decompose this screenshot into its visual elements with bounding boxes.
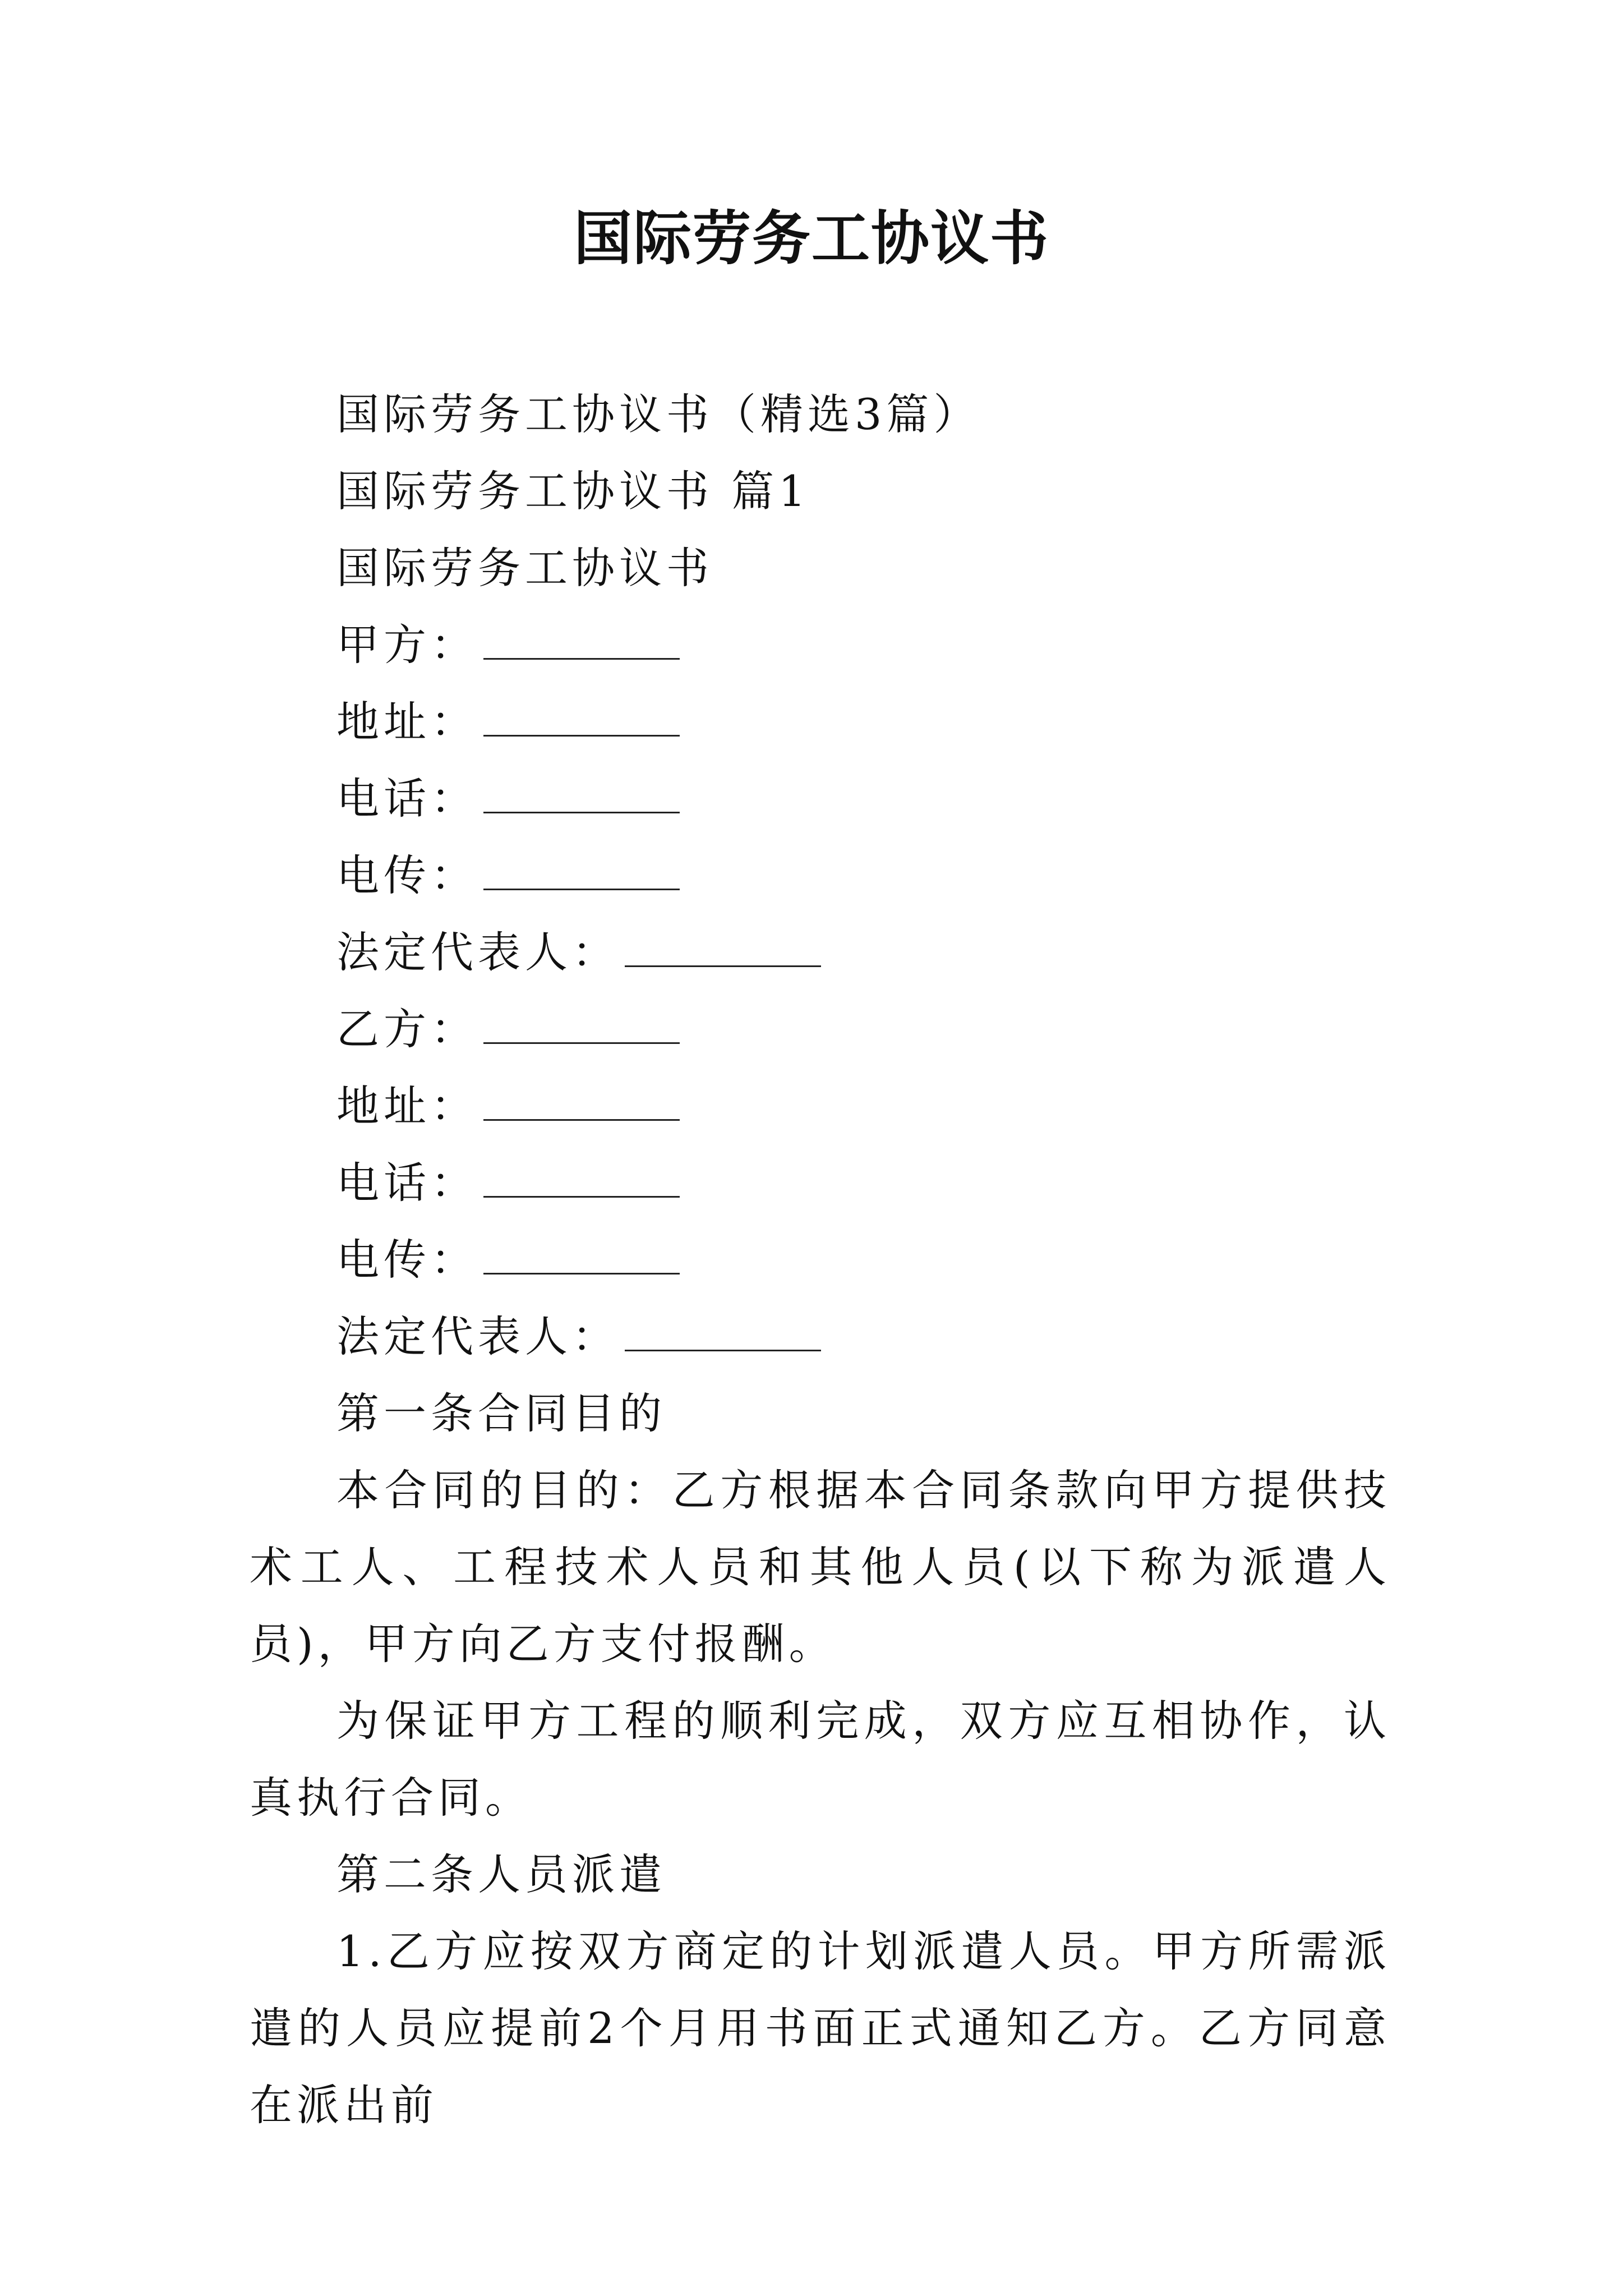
party-b-fax-blank <box>483 1239 680 1274</box>
party-a-rep-row <box>250 914 1391 991</box>
article-1-paragraph-2: 为保证甲方工程的顺利完成，双方应互相协作，认真执行合同。 <box>250 1696 1391 1823</box>
article-1-heading: 第一条合同目的 <box>336 1388 666 1438</box>
article-1-paragraph-1: 本合同的目的：乙方根据本合同条款向甲方提供技术工人、工程技术人员和其他人员(以下称为派遣人员)，甲方向乙方支付报酬。 <box>250 1465 1391 1669</box>
party-b-fax-row <box>250 1221 1391 1298</box>
party-a-name-row <box>250 606 1391 683</box>
heading-selected: 国际劳务工协议书（精选3篇） <box>336 389 981 439</box>
party-b-phone-label: 电话： <box>336 1158 478 1208</box>
party-a-rep-blank <box>625 932 821 967</box>
party-a-address-row <box>250 683 1391 760</box>
party-b-phone-row <box>250 1144 1391 1221</box>
party-b-fax-label: 电传： <box>336 1235 478 1285</box>
party-a-name-label: 甲方： <box>336 620 478 670</box>
party-a-address-blank <box>483 701 680 737</box>
article-2-paragraph-1: 1.乙方应按双方商定的计划派遣人员。甲方所需派遣的人员应提前2个月用书面正式通知乙方。乙方同意在派出前 <box>250 1926 1391 2130</box>
party-b-address-blank <box>483 1085 680 1121</box>
party-b-phone-blank <box>483 1162 680 1198</box>
document-title: 国际劳务工协议书 <box>573 204 1049 273</box>
heading-part-1: 国际劳务工协议书 篇1 <box>336 466 810 516</box>
party-a-address-label: 地址： <box>336 697 478 747</box>
party-b-rep-label: 法定代表人： <box>336 1312 619 1361</box>
party-b-rep-row <box>250 1298 1391 1375</box>
party-b-name-label: 乙方： <box>336 1004 478 1054</box>
party-a-fax-row <box>250 837 1391 914</box>
party-b-address-label: 地址： <box>336 1081 478 1131</box>
party-a-name-blank <box>483 624 680 660</box>
heading-document: 国际劳务工协议书 <box>336 543 713 593</box>
party-b-address-row <box>250 1068 1391 1144</box>
document-body <box>250 376 1391 2143</box>
article-2-heading: 第二条人员派遣 <box>336 1849 666 1899</box>
party-a-phone-blank <box>483 778 680 813</box>
party-a-phone-row <box>250 760 1391 837</box>
party-b-rep-blank <box>625 1316 821 1351</box>
party-b-name-row <box>250 991 1391 1068</box>
party-b-name-blank <box>483 1009 680 1044</box>
party-a-rep-label: 法定代表人： <box>336 927 619 977</box>
party-a-fax-label: 电传： <box>336 850 478 900</box>
party-a-fax-blank <box>483 855 680 890</box>
party-a-phone-label: 电话： <box>336 774 478 823</box>
